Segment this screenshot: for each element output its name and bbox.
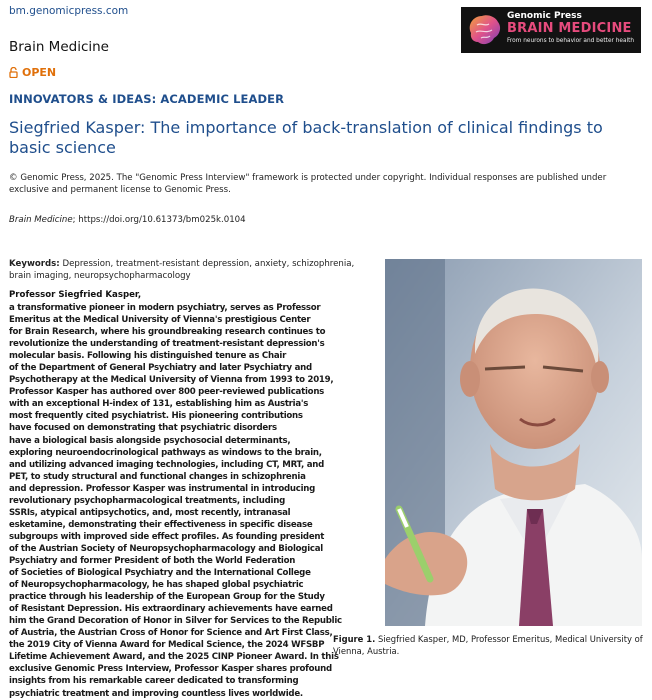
bio-line: have a biological basis alongside psychosocial determinants, bbox=[9, 435, 291, 446]
keywords-list: Depression, treatment-resistant depression, anxiety, schizophrenia, brain imaging, neuropsychopharmacology bbox=[9, 259, 355, 281]
bio-line: and depression. Professor Kasper was instrumental in introducing bbox=[9, 483, 316, 494]
bio-line: of Neuropsychopharmacology, he has shaped global psychiatric bbox=[9, 580, 304, 591]
open-access-badge bbox=[9, 66, 56, 79]
bio-line: SSRIs, atypical antipsychotics, and, most recently, intranasal bbox=[9, 507, 291, 518]
citation-doi[interactable]: ; https://doi.org/10.61373/bm025k.0104 bbox=[72, 215, 246, 225]
journal-name: Brain Medicine bbox=[9, 39, 109, 55]
open-lock-icon bbox=[9, 67, 18, 78]
bio-line: Professor Kasper has authored over 800 peer-reviewed publications bbox=[9, 387, 325, 398]
citation-journal: Brain Medicine bbox=[9, 215, 73, 225]
bio-line: revolutionary psychopharmacological treatments, including bbox=[9, 495, 285, 506]
figure-caption-text: Siegfried Kasper, MD, Professor Emeritus, Medical University of Vienna, Austria. bbox=[333, 634, 643, 656]
bio-line: exclusive Genomic Press Interview, Professor Kasper shares profound bbox=[9, 664, 332, 675]
article-title: Siegfried Kasper: The importance of back-translation of clinical findings to basic science bbox=[9, 118, 603, 157]
open-label: OPEN bbox=[22, 66, 57, 79]
bio-name: Professor Siegfried Kasper, bbox=[9, 290, 142, 300]
bio-line: him the Grand Decoration of Honor in Silver for Services to the Republic bbox=[9, 616, 342, 627]
section-label: INNOVATORS & IDEAS: ACADEMIC LEADER bbox=[9, 92, 285, 106]
bio-line: and utilizing advanced imaging technologies, including CT, MRT, and bbox=[9, 459, 325, 470]
bio-line: most frequently cited psychiatrist. His pioneering contributions bbox=[9, 411, 303, 422]
bio-text bbox=[9, 302, 381, 700]
bio-line: Emeritus at the Medical University of Vienna's prestigious Center bbox=[9, 315, 311, 326]
bio-line: practice through his leadership of the European Group for the Study bbox=[9, 592, 325, 603]
bio-line: Psychiatry and former President of both the World Federation bbox=[9, 555, 296, 566]
bio-line: of Austria, the Austrian Cross of Honor for Science and Art First Class, bbox=[9, 628, 333, 639]
figure-caption bbox=[333, 633, 643, 657]
bio-line: the 2019 City of Vienna Award for Medical Science, the 2024 WFSBP bbox=[9, 640, 325, 651]
bio-line: a transformative pioneer in modern psychiatry, serves as Professor bbox=[9, 303, 321, 313]
bio-line: for Brain Research, where his groundbreaking research continues to bbox=[9, 327, 326, 338]
bio-line: of the Austrian Society of Neuropsychopharmacology and Biological bbox=[9, 543, 323, 554]
bio-line: of Societies of Biological Psychiatry and the International College bbox=[9, 568, 311, 579]
brain-medicine-logo bbox=[461, 7, 641, 53]
keywords bbox=[9, 258, 369, 282]
bio-line: insights from his remarkable career dedicated to transforming bbox=[9, 676, 299, 687]
site-link[interactable]: bm.genomicpress.com bbox=[9, 5, 129, 17]
bio-line: subgroups with improved side effect profiles. As founding president bbox=[9, 531, 325, 542]
bio-line: revolutionize the understanding of treatment-resistant depression's bbox=[9, 339, 325, 350]
bio-line: exploring neuroendocrinological pathways as windows to the brain, bbox=[9, 447, 322, 458]
keywords-label: Keywords: bbox=[9, 259, 60, 269]
copyright-notice: © Genomic Press, 2025. The "Genomic Press Interview" framework is protected under copyright. Individual responses are published under exclusive and permanent license to Genomic Press. bbox=[9, 173, 607, 195]
brain-logo-icon bbox=[465, 11, 503, 49]
bio-line: Lifetime Achievement Award, and the 2025 CINP Pioneer Award. In this bbox=[9, 652, 339, 663]
bio-line: have focused on demonstrating that psychiatric disorders bbox=[9, 423, 277, 434]
bio-line: of Resistant Depression. His extraordinary achievements have earned bbox=[9, 604, 333, 615]
citation bbox=[9, 215, 246, 225]
logo-journal: BRAIN MEDICINE bbox=[507, 21, 632, 36]
bio-line: of the Department of General Psychiatry and later Psychiatry and bbox=[9, 363, 312, 374]
bio-line: PET, to study structural and functional changes in schizophrenia bbox=[9, 471, 306, 482]
bio-line: with an exceptional H-index of 131, establishing him as Austria's bbox=[9, 399, 309, 410]
bio-line: esketamine, demonstrating their effectiveness in specific disease bbox=[9, 519, 313, 530]
figure-label: Figure 1. bbox=[333, 634, 376, 644]
logo-tagline: From neurons to behavior and better health bbox=[507, 38, 635, 44]
bio-line: psychiatric treatment and improving countless lives worldwide. bbox=[9, 688, 303, 699]
bio-line: molecular basis. Following his distinguished tenure as Chair bbox=[9, 351, 287, 362]
bio-line: Psychotherapy at the Medical University of Vienna from 1993 to 2019, bbox=[9, 375, 334, 386]
portrait-photo bbox=[385, 259, 642, 626]
logo-publisher: Genomic Press bbox=[507, 11, 582, 21]
